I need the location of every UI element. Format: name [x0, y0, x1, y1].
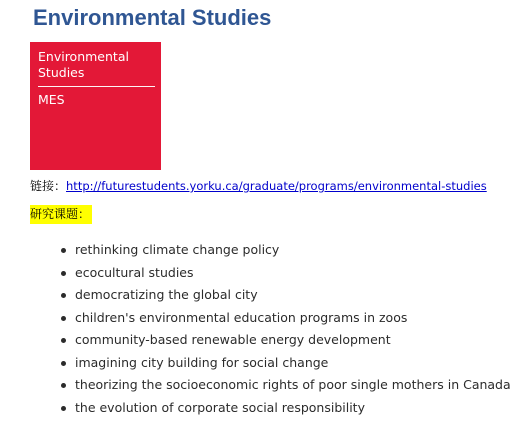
- bullet-icon: [61, 383, 66, 388]
- list-item: [59, 240, 511, 263]
- research-topics-label: 研究课题：: [30, 205, 92, 224]
- list-item-text: theorizing the socioeconomic rights of poor single mothers in Canada: [75, 377, 511, 392]
- list-item: [59, 375, 511, 398]
- badge-title: Environmental Studies: [38, 49, 129, 80]
- bullet-icon: [61, 316, 66, 321]
- bullet-icon: [61, 406, 66, 411]
- bullet-icon: [61, 271, 66, 276]
- link-label: 链接：: [30, 179, 67, 193]
- badge-divider: [38, 86, 155, 87]
- program-link[interactable]: http://futurestudents.yorku.ca/graduate/programs/environmental-studies: [66, 179, 487, 193]
- list-item: [59, 285, 511, 308]
- bullet-icon: [61, 338, 66, 343]
- list-item-text: ecocultural studies: [75, 264, 194, 280]
- list-item: [59, 330, 511, 353]
- list-item-text: children's environmental education programs in zoos: [75, 309, 408, 325]
- list-item-text: community-based renewable energy development: [75, 332, 391, 347]
- list-item: [59, 263, 511, 286]
- list-item-text: rethinking climate change policy: [75, 242, 280, 257]
- list-item-text: democratizing the global city: [75, 287, 258, 302]
- badge-code: MES: [38, 92, 65, 107]
- list-item-text: imagining city building for social change: [75, 354, 329, 370]
- bullet-icon: [61, 361, 66, 366]
- program-badge: [30, 42, 161, 170]
- research-topics-list: [59, 240, 511, 420]
- list-item-text: the evolution of corporate social responsibility: [75, 399, 365, 415]
- bullet-icon: [61, 248, 66, 253]
- page-title: Environmental Studies: [33, 5, 272, 30]
- list-item: [59, 398, 511, 421]
- bullet-icon: [61, 293, 66, 298]
- link-line: [30, 178, 487, 194]
- list-item: [59, 353, 511, 376]
- list-item: [59, 308, 511, 331]
